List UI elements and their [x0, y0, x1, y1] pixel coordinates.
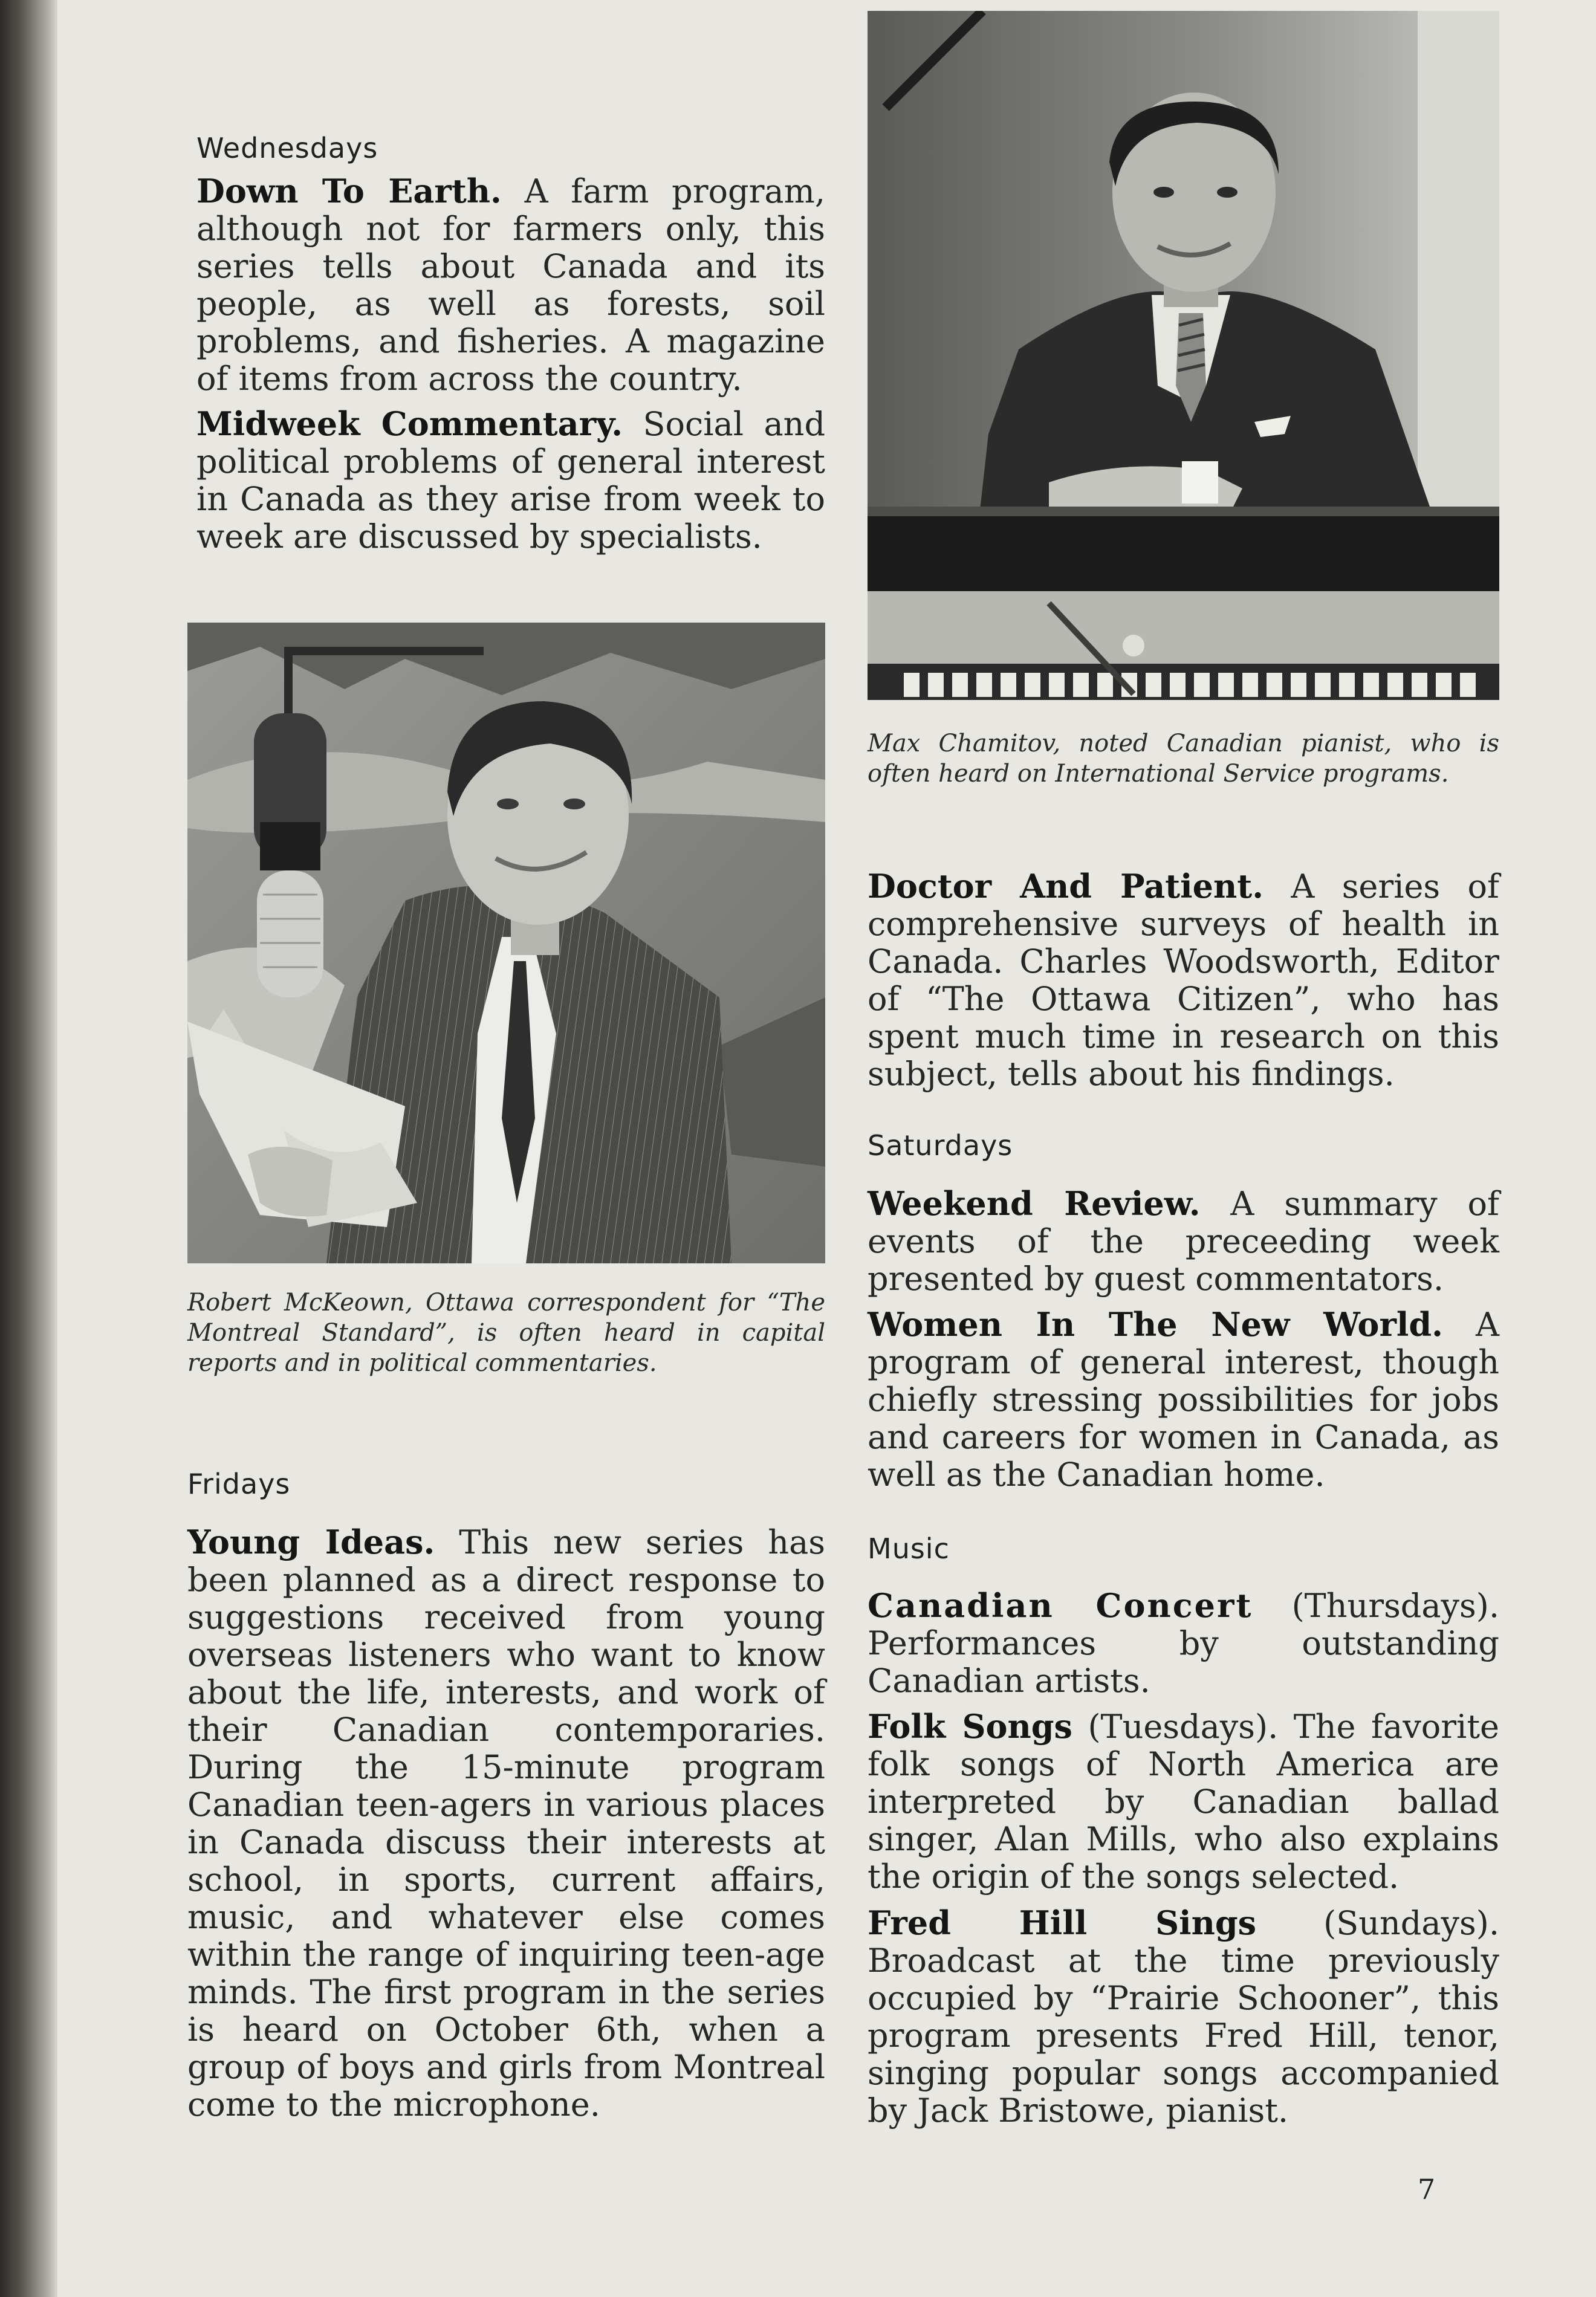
page-number: 7 — [1418, 2173, 1436, 2206]
entry-title: Fred Hill Sings — [868, 1903, 1257, 1942]
photo-robert-mckeown — [187, 623, 825, 1263]
entry-title: Women In The New World. — [868, 1305, 1443, 1344]
entry-title: Young Ideas. — [187, 1523, 435, 1561]
entry-doctor-and-patient — [868, 867, 1499, 1093]
section-heading-wednesdays: Wednesdays — [196, 132, 378, 164]
entry-young-ideas — [187, 1523, 825, 2124]
photo-illustration — [868, 11, 1499, 700]
entry-body: (Thursdays). Performances by outstanding Canadian artists. — [868, 1587, 1499, 1700]
entry-title: Down To Earth. — [196, 172, 502, 210]
entry-body: A farm program, although not for farmers only, this series tells about Canada and its people, as well as forests, soil problems, and fisheries. A magazine of items from across the country. — [196, 172, 825, 398]
entry-title: Weekend Review. — [868, 1184, 1201, 1223]
entry-folk-songs — [868, 1708, 1499, 1896]
caption-max-chamitov: Max Chamitov, noted Canadian pianist, who is often heard on International Service programs. — [868, 730, 1499, 788]
entry-title: Midweek Commentary. — [196, 404, 623, 443]
book-spine-shadow — [0, 0, 57, 2297]
section-heading-saturdays: Saturdays — [868, 1129, 1013, 1162]
entry-body: (Sundays). Broadcast at the time previously occupied by “Prairie Schooner”, this program presents Fred Hill, tenor, singing popular songs accompanied by Jack Bristowe, pianist. — [868, 1904, 1500, 2130]
entry-fred-hill-sings — [868, 1904, 1499, 2130]
entry-body: A summary of events of the preceeding week presented by guest commentators. — [868, 1185, 1499, 1298]
entry-weekend-review — [868, 1185, 1499, 1298]
entry-title: Canadian Concert — [868, 1586, 1253, 1625]
entry-title: Doctor And Patient. — [868, 867, 1264, 906]
entry-canadian-concert — [868, 1587, 1499, 1700]
photo-max-chamitov — [868, 11, 1499, 700]
entry-down-to-earth — [196, 172, 825, 398]
caption-robert-mckeown: Robert McKeown, Ottawa correspondent for “The Montreal Standard”, is often heard in capital reports and in political commentaries. — [187, 1289, 825, 1377]
entry-body: This new series has been planned as a direct response to suggestions received from young overseas listeners who want to know about the life, interests, and work of their Canadian contemporaries. During the 15-minute program Canadian teen-agers in various places in Canada discuss their interests at school, in sports, current affairs, music, and whatever else comes within the range of inquiring teen-age minds. The first program in the series is heard on October 6th, when a group of boys and girls from Montreal come to the microphone. — [187, 1523, 825, 2124]
entry-body: (Tuesdays). The favorite folk songs of North America are interpreted by Canadian ballad singer, Alan Mills, who also explains the origin of the songs selected. — [868, 1708, 1499, 1896]
page — [57, 0, 1596, 2297]
section-heading-fridays: Fridays — [187, 1468, 291, 1500]
entry-midweek-commentary — [196, 405, 825, 556]
section-heading-music: Music — [868, 1532, 950, 1565]
entry-body: Social and political problems of general interest in Canada as they arise from week to week are discussed by specialists. — [196, 405, 826, 556]
entry-women-in-the-new-world — [868, 1306, 1499, 1494]
entry-body: A series of comprehensive surveys of health in Canada. Charles Woodsworth, Editor of “The Ottawa Citizen”, who has spent much time in research on this subject, tells about his findings. — [868, 867, 1499, 1093]
photo-illustration — [187, 623, 825, 1263]
entry-title: Folk Songs — [868, 1707, 1072, 1746]
entry-body: A program of general interest, though chiefly stressing possibilities for jobs and careers for women in Canada, as well as the Canadian home. — [868, 1306, 1499, 1494]
